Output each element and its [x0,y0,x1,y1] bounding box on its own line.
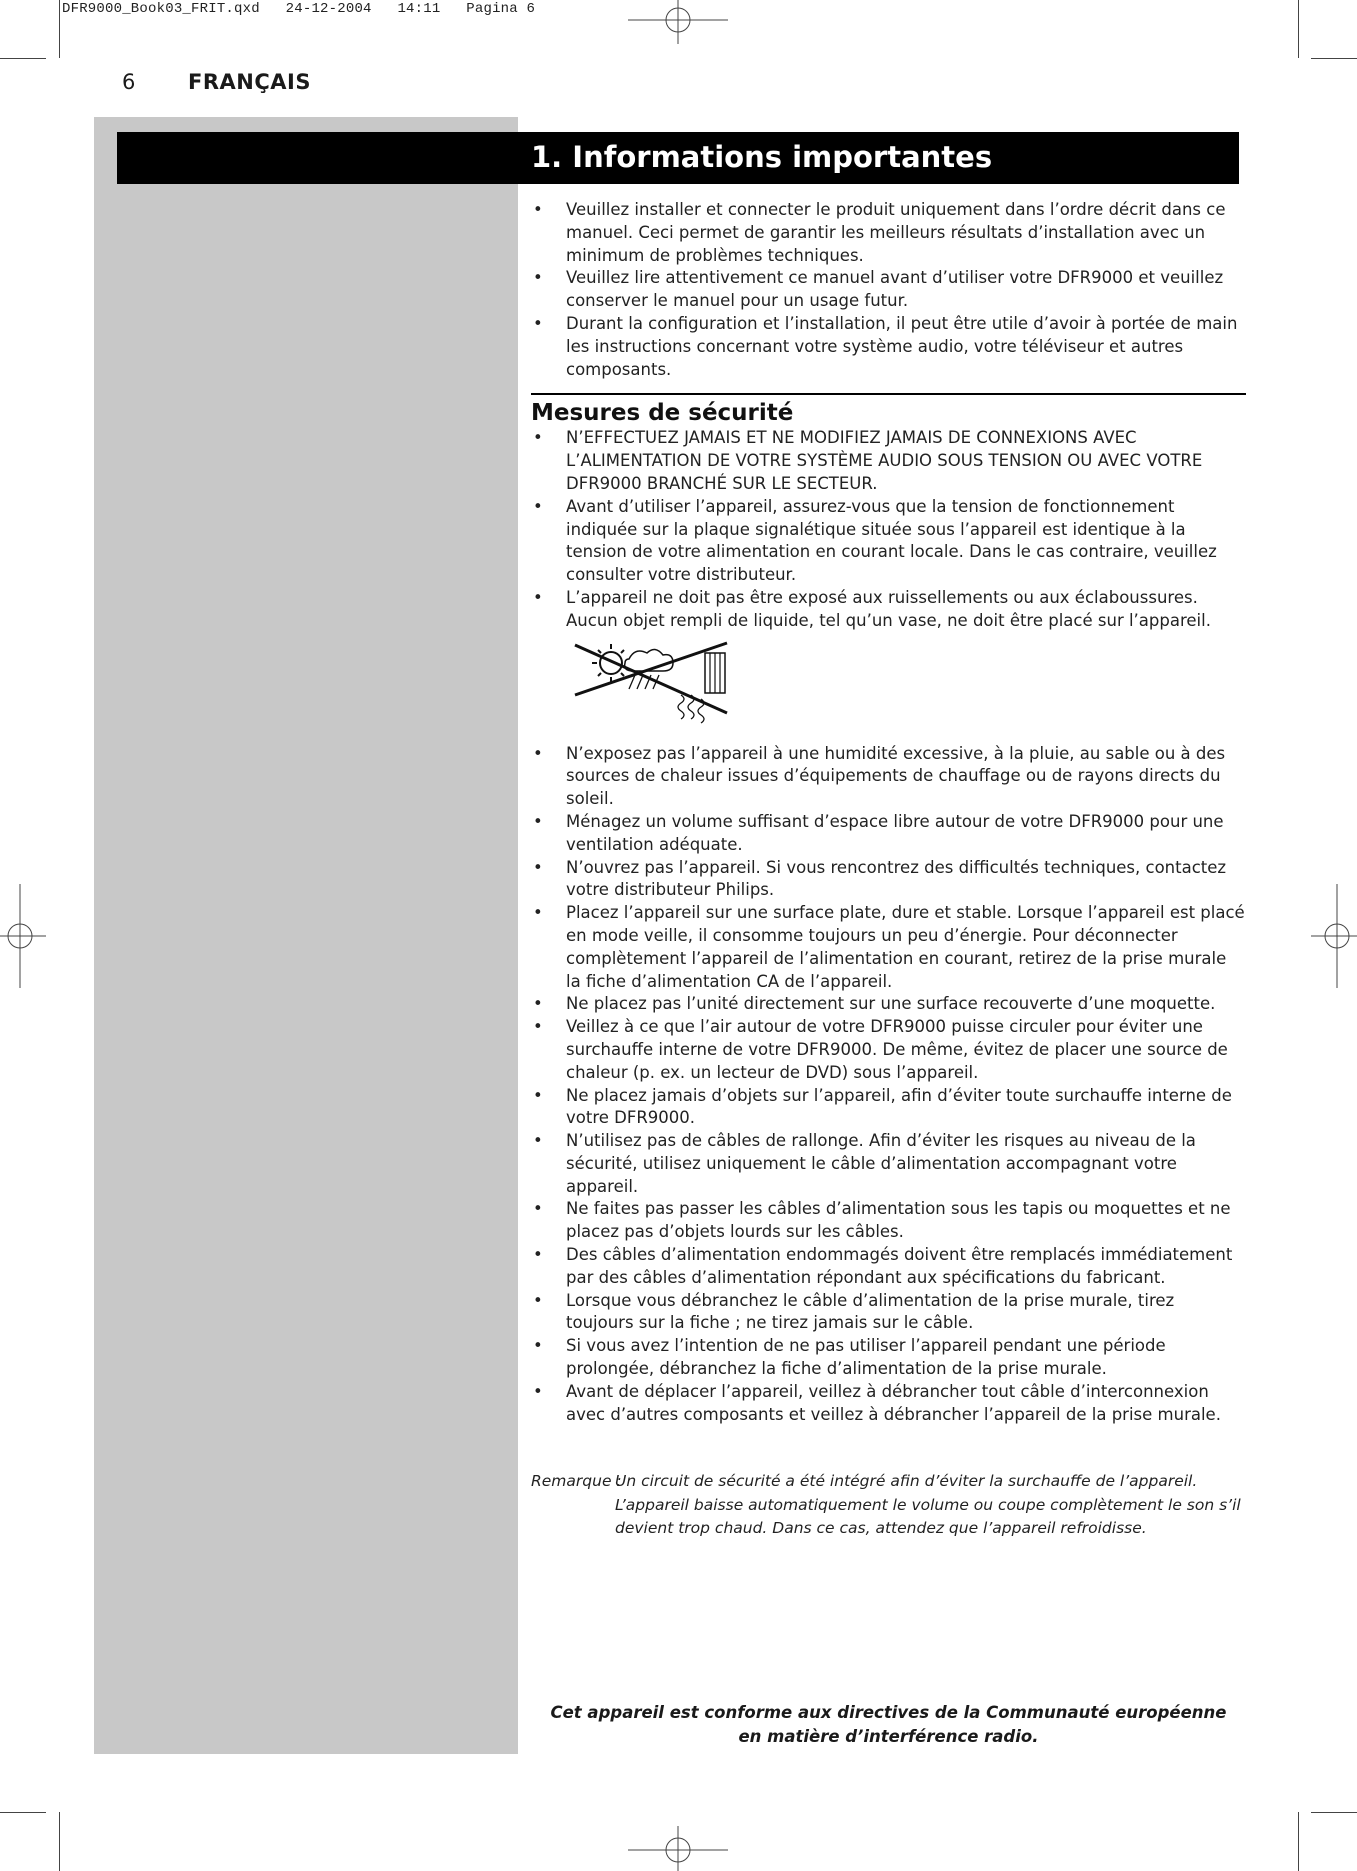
compliance-line-1: Cet appareil est conforme aux directives de la Communauté européenne [550,1703,1227,1722]
list-item: • Veillez à ce que l’air autour de votre DFR9000 puisse circuler pour éviter une surchauffe interne de votre DFR9000. De même, évitez de placer une source de chaleur (p. ex. un lecteur de DVD) sous l’appareil. [531,1016,1246,1084]
sidebar-panel [94,117,518,1754]
crop-mark [59,1812,60,1871]
list-item: • Lorsque vous débranchez le câble d’alimentation de la prise murale, tirez toujours sur la fiche ; ne tirez jamais sur le câble. [531,1290,1246,1336]
list-item: • N’exposez pas l’appareil à une humidité excessive, à la pluie, au sable ou à des sources de chaleur issues d’équipements de chauffage ou de rayons directs du soleil. [531,743,1246,811]
safety-list-continued [531,743,1246,1427]
list-item: • N’ouvrez pas l’appareil. Si vous rencontrez des difficultés techniques, contactez votre distributeur Philips. [531,857,1246,903]
list-item: • Placez l’appareil sur une surface plate, dure et stable. Lorsque l’appareil est placé en mode veille, il consomme toujours un peu d’énergie. Pour déconnecter complètement l’appareil de l’alimentation en courant, retirez de la prise murale la fiche d’alimentation CA de l’appareil. [531,902,1246,993]
crop-mark [1298,0,1299,58]
registration-mark-icon [1311,884,1357,988]
list-item: • Avant d’utiliser l’appareil, assurez-vous que la tension de fonctionnement indiquée sur la plaque signalétique située sous l’appareil est identique à la tension de votre alimentation en courant locale. Dans le cas contraire, veuillez consulter votre distributeur. [531,496,1246,587]
compliance-statement [531,1701,1246,1748]
registration-mark-icon [0,884,46,988]
crop-mark [0,1812,46,1813]
crop-mark [1311,1812,1357,1813]
list-item: • Si vous avez l’intention de ne pas utiliser l’appareil pendant une période prolongée, débranchez la fiche d’alimentation de la prise murale. [531,1335,1246,1381]
list-item: • Ne faites pas passer les câbles d’alimentation sous les tapis ou moquettes et ne placez pas d’objets lourds sur les câbles. [531,1198,1246,1244]
list-item: • Ménagez un volume suffisant d’espace libre autour de votre DFR9000 pour une ventilation adéquate. [531,811,1246,857]
intro-list [531,199,1246,381]
main-content [531,199,1246,1541]
crop-mark [0,58,46,59]
list-item: • N’EFFECTUEZ JAMAIS ET NE MODIFIEZ JAMAIS DE CONNEXIONS AVEC L’ALIMENTATION DE VOTRE SYSTÈME AUDIO SOUS TENSION OU AVEC VOTRE DFR9000 BRANCHÉ SUR LE SECTEUR. [531,427,1246,495]
remark-label: Remarque : [531,1472,622,1491]
registration-mark-icon [628,0,728,44]
page-title: 1. Informations importantes [531,140,993,174]
remark-note [531,1470,1246,1541]
remark-text: Un circuit de sécurité a été intégré afin d’éviter la surchauffe de l’appareil. L’appareil baisse automatiquement le volume ou coupe complètement le son s’il devient trop chaud. Dans ce cas, attendez que l’appareil refroidisse. [615,1472,1241,1538]
page-number: 6 [122,70,136,94]
section-divider [531,393,1246,395]
language-label: FRANÇAIS [188,70,311,94]
registration-mark-icon [628,1826,728,1871]
list-item: • Durant la configuration et l’installation, il peut être utile d’avoir à portée de main les instructions concernant votre système audio, votre téléviseur et autres composants. [531,313,1246,381]
list-item: • Avant de déplacer l’appareil, veillez à débrancher tout câble d’interconnexion avec d’autres composants et veillez à débrancher l’appareil de la prise murale. [531,1381,1246,1427]
list-item: • Des câbles d’alimentation endommagés doivent être remplacés immédiatement par des câbles d’alimentation répondant aux spécifications du fabricant. [531,1244,1246,1290]
list-item: • Veuillez installer et connecter le produit uniquement dans l’ordre décrit dans ce manuel. Ceci permet de garantir les meilleurs résultats d’installation avec un minimum de problèmes techniques. [531,199,1246,267]
crop-mark [1311,58,1357,59]
list-item: • Ne placez jamais d’objets sur l’appareil, afin d’éviter toute surchauffe interne de votre DFR9000. [531,1085,1246,1131]
list-item: • L’appareil ne doit pas être exposé aux ruissellements ou aux éclaboussures. Aucun objet rempli de liquide, tel qu’un vase, ne doit être placé sur l’appareil. [531,587,1246,633]
illustration [571,639,1246,729]
crop-mark [1298,1812,1299,1871]
compliance-line-2: en matière d’interférence radio. [738,1726,1039,1746]
running-head [122,70,311,94]
no-sun-rain-heat-icon [571,639,731,729]
title-bar [117,132,1239,184]
section-heading: Mesures de sécurité [531,400,794,427]
list-item: • Ne placez pas l’unité directement sur une surface recouverte d’une moquette. [531,993,1246,1016]
printer-slug: DFR9000_Book03_FRIT.qxd 24-12-2004 14:11 Pagina 6 [62,1,536,17]
list-item: • Veuillez lire attentivement ce manuel avant d’utiliser votre DFR9000 et veuillez conserver le manuel pour un usage futur. [531,267,1246,313]
safety-list [531,427,1246,632]
list-item: • N’utilisez pas de câbles de rallonge. Afin d’éviter les risques au niveau de la sécurité, utilisez uniquement le câble d’alimentation accompagnant votre appareil. [531,1130,1246,1198]
crop-mark [59,0,60,58]
